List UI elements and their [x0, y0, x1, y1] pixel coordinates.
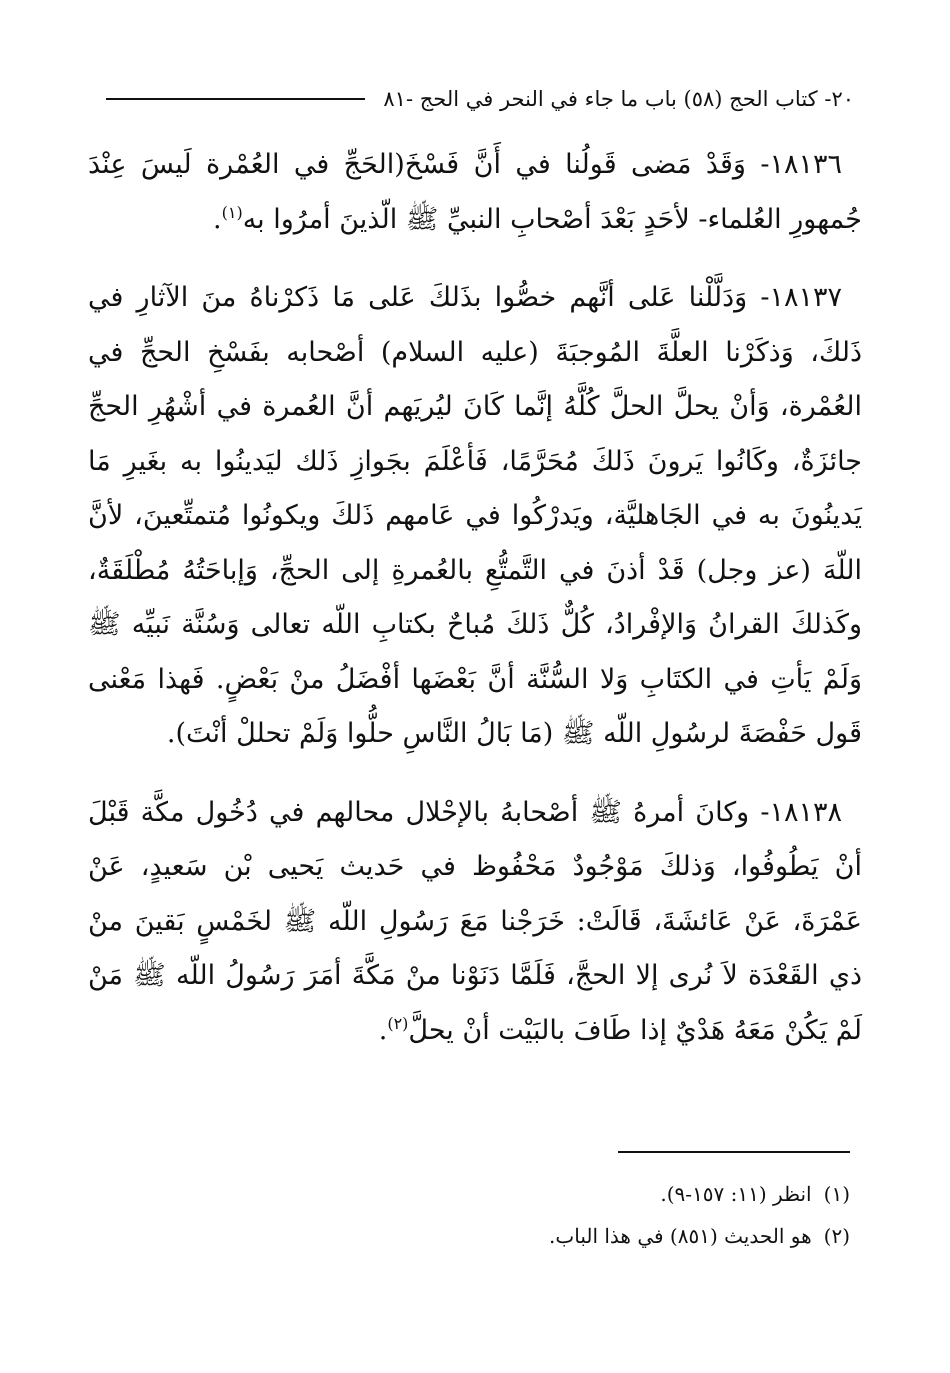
- paragraph-18137: [88, 271, 862, 762]
- footnotes: [150, 1173, 850, 1257]
- footnote-1: [150, 1173, 850, 1215]
- paragraph-text: وَقَدْ مَضى قَولُنا في أَنَّ فَسْخَ(الحَجِّ في العُمْرة لَيسَ عِنْدَ جُمهورِ العُلماء- لأحَدٍ بَعْدَ أصْحابِ النبيِّ ﷺ الّذينَ أمرُوا به: [88, 149, 862, 235]
- paragraph-number: ١٨١٣٨-: [760, 796, 842, 828]
- footnote-reference[interactable]: (١): [221, 202, 243, 222]
- footnote-2: [150, 1215, 850, 1257]
- paragraph-end: .: [213, 203, 222, 235]
- footnote-text: انظر (١١: ١٥٧-٩).: [660, 1182, 812, 1206]
- header-rule: [106, 98, 365, 100]
- paragraph-number: ١٨١٣٧-: [760, 282, 842, 313]
- paragraph-18138: [88, 786, 862, 1059]
- footnote-mark: (١): [823, 1182, 850, 1206]
- footnote-mark: (٢): [823, 1224, 850, 1248]
- header-title: ٢٠- كتاب الحج (٥٨) باب ما جاء في النحر في الحج -٨١: [383, 87, 854, 111]
- paragraph-end: .: [378, 1014, 388, 1046]
- paragraph-18136: [88, 138, 862, 247]
- running-header: [96, 82, 854, 116]
- paragraph-text: وكانَ أمرهُ ﷺ أصْحابهُ بالإحْلال محالهم في دُخُول مكَّة قَبْلَ أنْ يَطُوفُوا، وَذلكَ مَوْجُودٌ مَحْفُوظ في حَديث يَحيى بْن سَعيدٍ، عَنْ عَمْرَةَ، عَنْ عَائشَةَ، قَالَتْ: خَرَجْنا مَعَ رَسُولِ اللّه ﷺ لخَمْسٍ بَقينَ منْ ذي القَعْدَة لاَ نُرى إلا الحجَّ، فَلَمَّا دَنَوْنا منْ مَكَّةَ أمَرَ رَسُولُ اللّه ﷺ مَنْ لَمْ يَكُنْ مَعَهُ هَدْيٌ إذا طَافَ بالبَيْت أنْ يحلَّ: [88, 796, 862, 1046]
- footnote-text: هو الحديث (٨٥١) في هذا الباب.: [549, 1224, 812, 1248]
- footnote-separator: [618, 1151, 850, 1153]
- footnote-reference[interactable]: (٢): [387, 1013, 409, 1033]
- paragraph-text: وَدَلَّلْنا عَلى أنَّهم خصُّوا بذَلكَ عَلى مَا ذَكرْناهُ منَ الآثارِ في ذَلكَ، وَذكَرْنا العلَّةَ المُوجبَةَ (عليه السلام) أصْحابه بفَسْخِ الحجِّ في العُمْرة، وَأنْ يحلَّ الحلَّ كُلَّهُ إنَّما كَانَ ليُريَهم أنَّ العُمرة في أشْهُرِ الحجِّ جائزَةٌ، وكَانُوا يَرونَ ذَلكَ مُحَرَّمًا، فَأعْلَمَ بجَوازِ ذَلك ليَدينُوا به بغَيرِ مَا يَدينُونَ به في الجَاهليَّة، ويَدرْكُوا في عَامهم ذَلكَ ويكونُوا مُتمتِّعينَ، لأنَّ اللّهَ (عز وجل) قَدْ أذنَ في التَّمتُّعِ بالعُمرةِ إلى الحجِّ، وَإباحَتُهُ مُطْلَقَةٌ، وكَذلكَ القرانُ وَالإفْرادُ، كُلٌّ ذَلكَ مُباحٌ بكتابِ اللّه تعالى وَسُنَّة نَبيِّه ﷺ وَلَمْ يَأتِ في الكتَابِ وَلا السُّنَّة أنَّ بَعْضَها أفْضَلُ منْ بَعْضٍ. فَهذا مَعْنى قَول حَفْصَةَ لرسُولِ اللّه ﷺ (مَا بَالُ النَّاسِ حلُّوا وَلَمْ تحللْ أنْتَ).: [88, 282, 862, 749]
- body-text: [88, 138, 862, 1082]
- paragraph-number: ١٨١٣٦-: [760, 149, 842, 180]
